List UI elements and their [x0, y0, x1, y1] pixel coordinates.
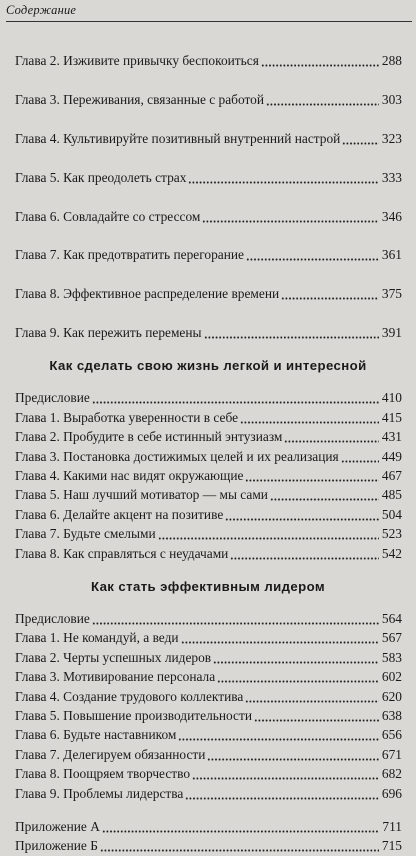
toc-entry-page: 542: [381, 545, 402, 561]
toc-entry-title: Глава 1. Не командуй, а веди: [15, 630, 179, 646]
toc-entry: [15, 544, 402, 564]
dot-leader: [230, 549, 379, 560]
dot-leader: [225, 510, 379, 521]
dot-leader: [178, 730, 379, 741]
dot-leader: [158, 529, 379, 540]
toc-entry-title: Глава 5. Наш лучший мотиватор — мы сами: [15, 487, 268, 503]
section-title: Как сделать свою жизнь легкой и интересной: [49, 358, 367, 374]
toc-entry: [15, 466, 402, 486]
toc-entry: [15, 764, 402, 784]
dot-leader: [202, 212, 379, 223]
toc-entry-title: Глава 7. Делегируем обязанности: [15, 746, 206, 762]
toc-entry: [15, 725, 402, 745]
toc-entry: [15, 245, 402, 265]
toc-entry: [15, 207, 402, 227]
toc-entry: [15, 648, 402, 668]
toc-entry-title: Глава 6. Делайте акцент на позитиве: [15, 506, 224, 522]
toc-entry: [15, 524, 402, 544]
toc-entry-page: 638: [381, 708, 402, 723]
toc-entry: [15, 90, 402, 110]
dot-leader: [188, 173, 378, 184]
toc-entry: [15, 427, 402, 447]
toc-entry-page: 671: [381, 746, 402, 762]
dot-leader: [261, 56, 379, 67]
toc-entry-page: 410: [381, 390, 402, 406]
toc-entry-title: Глава 3. Переживания, связанные с работой: [15, 92, 265, 108]
dot-leader: [342, 134, 379, 145]
toc-entry: [15, 505, 402, 525]
toc-entry-title: Предисловие: [15, 390, 90, 406]
toc-entry: [15, 706, 402, 726]
toc-entry: [15, 784, 402, 804]
toc-entry-title: Приложение Б: [15, 838, 98, 854]
toc-entry: [15, 817, 402, 837]
toc-entry-title: Глава 8. Эффективное распределение времени: [15, 286, 280, 302]
toc-entry-page: 467: [381, 468, 402, 483]
toc-entry-page: 656: [381, 727, 402, 743]
toc-entry: [15, 687, 402, 707]
toc-entry: [15, 323, 402, 343]
toc-entry-title: Глава 8. Как справляться с неудачами: [15, 545, 229, 561]
toc-entry-page: 711: [382, 819, 402, 834]
toc-entry-title: Глава 4. Какими нас видят окружающие: [15, 468, 244, 483]
dot-leader: [270, 490, 379, 501]
toc-entry-title: Предисловие: [15, 611, 90, 626]
toc-entry-page: 715: [381, 838, 402, 854]
dot-leader: [246, 250, 379, 261]
dot-leader: [240, 413, 379, 424]
toc-entry-title: Глава 4. Культивируйте позитивный внутренний настрой: [15, 131, 341, 146]
toc-entry-page: 333: [381, 169, 402, 185]
toc-entry-title: Глава 7. Как предотвратить перегорание: [15, 247, 245, 263]
dot-leader: [204, 328, 379, 339]
toc-entry-title: Глава 5. Повышение производительности: [15, 708, 253, 723]
dot-leader: [213, 653, 379, 664]
dot-leader: [341, 452, 379, 463]
toc-entry: [15, 51, 402, 71]
toc-entry-page: 567: [381, 630, 402, 646]
toc-entry-page: 391: [381, 325, 402, 340]
toc-entry: [15, 609, 402, 629]
section-title: Как стать эффективным лидером: [90, 579, 326, 594]
toc-entry-page: 602: [381, 669, 402, 685]
dot-leader: [284, 432, 379, 443]
toc-entry-page: 449: [381, 448, 402, 464]
toc-entry-page: 303: [381, 92, 402, 108]
toc-entry-title: Глава 1. Выработка уверенности в себе: [15, 409, 239, 425]
dot-leader: [245, 471, 378, 482]
toc-entry-title: Глава 2. Пробудите в себе истинный энтузиазм: [15, 429, 283, 445]
toc-entry-page: 346: [381, 208, 402, 224]
toc-entry-title: Глава 6. Будьте наставником: [15, 727, 177, 743]
toc-entry-page: 583: [381, 649, 402, 665]
toc-entry-title: Глава 9. Как пережить перемены: [15, 325, 202, 340]
running-head: Содержание: [6, 3, 77, 17]
toc-entry: [15, 667, 402, 687]
toc-entry-title: Глава 4. Создание трудового коллектива: [15, 688, 244, 704]
dot-leader: [192, 769, 379, 780]
toc-entry-title: Глава 5. Как преодолеть страх: [15, 169, 187, 185]
dot-leader: [217, 672, 379, 683]
toc-entry: [15, 129, 402, 149]
toc-entry-page: 288: [381, 53, 402, 69]
toc-entry: [15, 388, 402, 408]
toc-entry: [15, 485, 402, 505]
toc-entry-title: Глава 7. Будьте смелыми: [15, 526, 156, 542]
toc-entry: [15, 745, 402, 765]
toc-entry-title: Глава 9. Проблемы лидерства: [15, 785, 184, 801]
toc-entry-title: Глава 2. Изживите привычку беспокоиться: [15, 53, 259, 69]
toc-entry: [15, 284, 402, 304]
toc-entry-title: Глава 8. Поощряем творчество: [15, 766, 191, 782]
toc-entry-page: 485: [381, 487, 402, 503]
header-rule: [6, 21, 412, 22]
dot-leader: [92, 393, 379, 404]
toc-entry-page: 696: [381, 785, 402, 801]
dot-leader: [185, 789, 379, 800]
dot-leader: [245, 692, 379, 703]
toc-entry-title: Приложение А: [15, 819, 100, 834]
toc-entry-page: 564: [381, 611, 402, 626]
dot-leader: [102, 822, 380, 833]
toc-entry-page: 375: [381, 286, 402, 302]
toc-entry: [15, 836, 402, 856]
toc-entry-page: 620: [381, 688, 402, 704]
dot-leader: [181, 633, 379, 644]
toc-entry-title: Глава 6. Совладайте со стрессом: [15, 208, 201, 224]
toc-entry: [15, 168, 402, 188]
toc-entry: [15, 628, 402, 648]
toc-entry-page: 682: [381, 766, 402, 782]
toc-entry: [15, 408, 402, 428]
toc-entry-page: 415: [381, 409, 402, 425]
toc-entry-page: 323: [381, 131, 402, 146]
dot-leader: [266, 95, 379, 106]
toc-entry-title: Глава 3. Постановка достижимых целей и их реализация: [15, 448, 339, 464]
dot-leader: [207, 750, 379, 761]
dot-leader: [92, 614, 379, 625]
dot-leader: [281, 289, 379, 300]
toc-entry-title: Глава 2. Черты успешных лидеров: [15, 649, 212, 665]
toc-entry-page: 431: [381, 429, 402, 445]
toc-entry-title: Глава 3. Мотивирование персонала: [15, 669, 216, 685]
toc-entry-page: 523: [381, 526, 402, 542]
dot-leader: [254, 711, 379, 722]
toc-entry: [15, 447, 402, 467]
dot-leader: [100, 841, 379, 852]
toc-entry-page: 504: [381, 506, 402, 522]
toc-entry-page: 361: [381, 247, 402, 263]
